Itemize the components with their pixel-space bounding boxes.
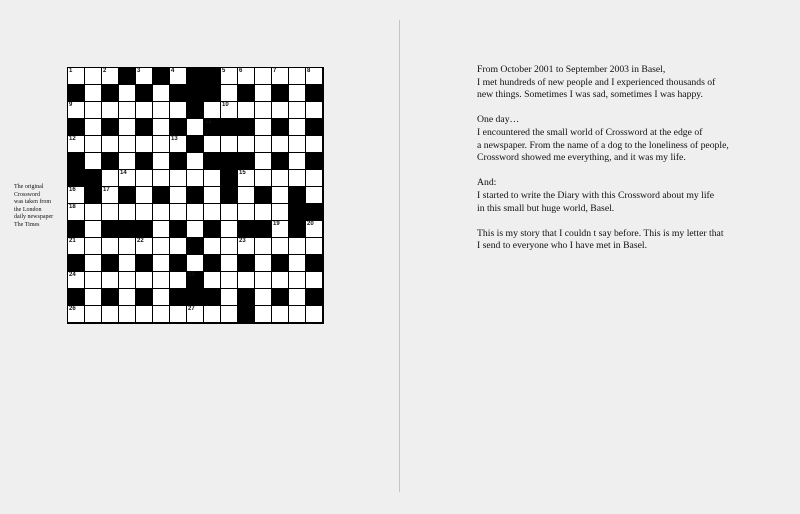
crossword-cell	[68, 204, 84, 220]
crossword-block	[187, 272, 203, 288]
crossword-block	[187, 85, 203, 101]
crossword-block	[68, 153, 84, 169]
crossword-block	[255, 187, 271, 203]
crossword-cell	[153, 136, 169, 152]
crossword-cell	[204, 272, 220, 288]
crossword-cell	[187, 221, 203, 237]
story-line: I encountered the small world of Crossword at the edge of	[477, 126, 703, 138]
crossword-cell	[204, 136, 220, 152]
crossword-cell	[221, 221, 237, 237]
crossword-cell	[221, 238, 237, 254]
crossword-cell	[238, 102, 254, 118]
story-text	[477, 64, 777, 266]
crossword-cell	[119, 204, 135, 220]
crossword-cell	[68, 306, 84, 322]
crossword-block	[204, 289, 220, 305]
crossword-cell	[68, 187, 84, 203]
crossword-cell	[187, 306, 203, 322]
crossword-cell	[238, 272, 254, 288]
crossword-cell	[153, 289, 169, 305]
clue-number: 15	[239, 170, 246, 176]
crossword-source-caption	[14, 184, 66, 230]
crossword-block	[289, 187, 305, 203]
crossword-block	[187, 68, 203, 84]
story-line: a newspaper. From the name of a dog to the loneliness of people,	[477, 139, 729, 151]
story-line: From October 2001 to September 2003 in Basel,	[477, 64, 666, 75]
crossword-block	[221, 119, 237, 135]
crossword-cell	[238, 68, 254, 84]
crossword-cell	[85, 289, 101, 305]
crossword-block	[136, 255, 152, 271]
crossword-cell	[102, 204, 118, 220]
crossword-cell	[119, 255, 135, 271]
crossword-cell	[102, 68, 118, 84]
crossword-cell	[68, 68, 84, 84]
crossword-block	[204, 255, 220, 271]
crossword-block	[187, 289, 203, 305]
crossword-block	[306, 153, 322, 169]
caption-line: The original	[14, 184, 44, 190]
caption-line: The Times	[14, 221, 40, 228]
crossword-cell	[204, 187, 220, 203]
clue-number: 8	[307, 68, 311, 74]
crossword-cell	[221, 102, 237, 118]
crossword-block	[306, 204, 322, 220]
crossword-cell	[255, 238, 271, 254]
crossword-cell	[255, 272, 271, 288]
crossword-block	[170, 255, 186, 271]
story-paragraph	[477, 228, 777, 253]
crossword-cell	[170, 136, 186, 152]
crossword-cell	[85, 272, 101, 288]
crossword-cell	[102, 187, 118, 203]
crossword-cell	[272, 306, 288, 322]
crossword-block	[272, 153, 288, 169]
crossword-block	[85, 187, 101, 203]
crossword-block	[119, 221, 135, 237]
crossword-block	[102, 119, 118, 135]
story-line: I send to everyone who I have met in Basel.	[477, 240, 648, 252]
crossword-block	[187, 102, 203, 118]
crossword-cell	[85, 238, 101, 254]
crossword-block	[238, 306, 254, 322]
page-gutter	[399, 20, 400, 492]
crossword-cell	[306, 306, 322, 322]
crossword-cell	[153, 204, 169, 220]
crossword-cell	[102, 102, 118, 118]
crossword-cell	[119, 238, 135, 254]
crossword-block	[136, 221, 152, 237]
crossword-block	[272, 119, 288, 135]
crossword-cell	[102, 272, 118, 288]
crossword-cell	[272, 68, 288, 84]
crossword-cell	[85, 119, 101, 135]
crossword-cell	[85, 85, 101, 101]
crossword-cell	[272, 238, 288, 254]
story-line: I met hundreds of new people and I experienced thousands of	[477, 76, 716, 88]
crossword-cell	[255, 204, 271, 220]
story-line: One day…	[477, 114, 520, 126]
story-line: And:	[477, 177, 497, 189]
crossword-cell	[238, 238, 254, 254]
crossword-cell	[306, 272, 322, 288]
crossword-cell	[119, 119, 135, 135]
crossword-cell	[170, 68, 186, 84]
crossword-cell	[255, 136, 271, 152]
clue-number: 24	[69, 272, 76, 278]
crossword-cell	[255, 85, 271, 101]
crossword-cell	[68, 102, 84, 118]
crossword-cell	[289, 102, 305, 118]
crossword-cell	[306, 102, 322, 118]
crossword-cell	[306, 68, 322, 84]
crossword-cell	[289, 238, 305, 254]
story-paragraph	[477, 64, 777, 102]
clue-number: 3	[137, 68, 141, 74]
crossword-block	[221, 187, 237, 203]
clue-number: 20	[307, 221, 314, 227]
crossword-block	[68, 221, 84, 237]
clue-number: 22	[137, 238, 144, 244]
story-line: in this small but huge world, Basel.	[477, 202, 615, 214]
crossword-cell	[170, 170, 186, 186]
crossword-cell	[289, 85, 305, 101]
crossword-cell	[272, 136, 288, 152]
crossword-cell	[119, 102, 135, 118]
clue-number: 16	[69, 187, 76, 193]
crossword-cell	[306, 136, 322, 152]
caption-line: Crossword	[14, 191, 41, 198]
crossword-cell	[136, 68, 152, 84]
crossword-block	[204, 85, 220, 101]
crossword-cell	[221, 289, 237, 305]
crossword-cell	[153, 255, 169, 271]
crossword-cell	[153, 238, 169, 254]
crossword-block	[238, 119, 254, 135]
crossword-cell	[255, 102, 271, 118]
crossword-cell	[272, 102, 288, 118]
crossword-cell	[289, 306, 305, 322]
crossword-cell	[170, 238, 186, 254]
crossword-cell	[289, 68, 305, 84]
crossword-block	[187, 238, 203, 254]
crossword-cell	[68, 238, 84, 254]
crossword-cell	[119, 85, 135, 101]
crossword-cell	[136, 204, 152, 220]
crossword-block	[170, 119, 186, 135]
crossword-cell	[85, 204, 101, 220]
crossword-block	[187, 187, 203, 203]
clue-number: 5	[222, 68, 226, 74]
crossword-cell	[306, 187, 322, 203]
crossword-cell	[204, 238, 220, 254]
crossword-cell	[289, 255, 305, 271]
crossword-cell	[102, 136, 118, 152]
crossword-cell	[153, 170, 169, 186]
crossword-cell	[255, 306, 271, 322]
clue-number: 7	[273, 68, 277, 74]
crossword-block	[102, 255, 118, 271]
crossword-cell	[255, 170, 271, 186]
crossword-cell	[119, 153, 135, 169]
crossword-block	[204, 153, 220, 169]
crossword-cell	[85, 306, 101, 322]
crossword-cell	[170, 306, 186, 322]
crossword-cell	[187, 204, 203, 220]
crossword-cell	[255, 153, 271, 169]
crossword-block	[204, 68, 220, 84]
crossword-cell	[272, 272, 288, 288]
crossword-cell	[289, 289, 305, 305]
crossword-cell	[153, 272, 169, 288]
clue-number: 11	[205, 119, 212, 125]
story-line: I started to write the Diary with this Crossword about my life	[477, 189, 715, 201]
crossword-cell	[272, 187, 288, 203]
crossword-cell	[289, 153, 305, 169]
crossword-cell	[255, 68, 271, 84]
crossword-cell	[221, 68, 237, 84]
crossword-block	[170, 221, 186, 237]
crossword-block	[272, 289, 288, 305]
story-line: Crossword showed me everything, and it was my life.	[477, 152, 686, 164]
crossword-cell	[289, 272, 305, 288]
crossword-cell	[102, 170, 118, 186]
crossword-cell	[102, 238, 118, 254]
crossword-cell	[136, 238, 152, 254]
crossword-block	[68, 289, 84, 305]
crossword-cell	[289, 119, 305, 135]
crossword-cell	[136, 170, 152, 186]
crossword-block	[170, 153, 186, 169]
crossword-cell	[238, 204, 254, 220]
crossword-block	[102, 153, 118, 169]
crossword-cell	[204, 204, 220, 220]
crossword-block	[102, 289, 118, 305]
crossword-block	[272, 85, 288, 101]
clue-number: 4	[171, 68, 175, 74]
crossword-cell	[153, 306, 169, 322]
crossword-cell	[306, 170, 322, 186]
crossword-cell	[204, 306, 220, 322]
clue-number: 2	[103, 68, 107, 74]
crossword-block	[238, 153, 254, 169]
caption-line: the London	[14, 206, 42, 213]
crossword-cell	[170, 204, 186, 220]
crossword-cell	[119, 170, 135, 186]
crossword-cell	[306, 238, 322, 254]
story-paragraph	[477, 177, 777, 215]
crossword-block	[221, 153, 237, 169]
story-line: new things. Sometimes I was sad, sometimes I was happy.	[477, 89, 703, 101]
crossword-cell	[136, 272, 152, 288]
crossword-cell	[119, 272, 135, 288]
crossword-block	[306, 119, 322, 135]
crossword-block	[119, 187, 135, 203]
crossword-cell	[289, 170, 305, 186]
crossword-cell	[153, 85, 169, 101]
clue-number: 26	[69, 306, 76, 312]
crossword-cell	[102, 306, 118, 322]
crossword-block	[306, 255, 322, 271]
clue-number: 12	[69, 136, 76, 142]
crossword-cell	[187, 255, 203, 271]
crossword-cell	[221, 204, 237, 220]
clue-number: 18	[69, 204, 76, 210]
crossword-block	[85, 170, 101, 186]
crossword-cell	[272, 170, 288, 186]
crossword-cell	[68, 272, 84, 288]
clue-number: 17	[103, 187, 110, 193]
caption-line: was taken from	[14, 199, 51, 206]
crossword-cell	[153, 221, 169, 237]
crossword-cell	[238, 187, 254, 203]
crossword-cell	[68, 136, 84, 152]
story-paragraph	[477, 114, 777, 164]
story-line: This is my story that I couldn t say before. This is my letter that	[477, 227, 724, 239]
clue-number: 6	[239, 68, 243, 74]
crossword-cell	[221, 136, 237, 152]
crossword-block	[136, 119, 152, 135]
crossword-cell	[85, 136, 101, 152]
crossword-block	[170, 289, 186, 305]
crossword-cell	[119, 306, 135, 322]
crossword-cell	[136, 306, 152, 322]
crossword-block	[272, 255, 288, 271]
clue-number: 10	[222, 102, 229, 108]
crossword-cell	[204, 170, 220, 186]
crossword-block	[289, 221, 305, 237]
crossword-block	[255, 221, 271, 237]
crossword-cell	[221, 85, 237, 101]
crossword-grid	[67, 67, 324, 324]
crossword-block	[153, 187, 169, 203]
crossword-block	[238, 221, 254, 237]
crossword-cell	[187, 170, 203, 186]
crossword-block	[136, 85, 152, 101]
crossword-block	[306, 289, 322, 305]
clue-number: 14	[120, 170, 127, 176]
crossword-cell	[255, 289, 271, 305]
crossword-block	[136, 153, 152, 169]
crossword-block	[238, 255, 254, 271]
crossword-cell	[136, 102, 152, 118]
clue-number: 19	[273, 221, 280, 227]
crossword-block	[238, 289, 254, 305]
crossword-block	[306, 85, 322, 101]
crossword-cell	[221, 272, 237, 288]
crossword-cell	[306, 221, 322, 237]
crossword-block	[102, 221, 118, 237]
crossword-block	[204, 221, 220, 237]
crossword-cell	[187, 153, 203, 169]
crossword-cell	[187, 119, 203, 135]
crossword-cell	[170, 102, 186, 118]
crossword-cell	[255, 255, 271, 271]
crossword-block	[68, 170, 84, 186]
crossword-cell	[85, 68, 101, 84]
crossword-cell	[272, 204, 288, 220]
crossword-block	[68, 255, 84, 271]
crossword-cell	[272, 221, 288, 237]
crossword-block	[68, 119, 84, 135]
crossword-block	[238, 85, 254, 101]
caption-line: daily newspaper	[14, 214, 54, 221]
crossword-cell	[153, 153, 169, 169]
crossword-cell	[170, 272, 186, 288]
clue-number: 23	[239, 238, 246, 244]
crossword-cell	[221, 255, 237, 271]
crossword-cell	[85, 153, 101, 169]
crossword-cell	[136, 187, 152, 203]
crossword-block	[68, 85, 84, 101]
clue-number: 9	[69, 102, 73, 108]
crossword-cell	[153, 119, 169, 135]
crossword-block	[153, 68, 169, 84]
clue-number: 1	[69, 68, 73, 74]
crossword-cell	[255, 119, 271, 135]
clue-number: 27	[188, 306, 195, 312]
crossword-block	[170, 85, 186, 101]
crossword-cell	[289, 136, 305, 152]
crossword-cell	[85, 102, 101, 118]
crossword-block	[187, 136, 203, 152]
crossword-cell	[85, 255, 101, 271]
crossword-cell	[119, 289, 135, 305]
crossword-block	[136, 289, 152, 305]
crossword-cell	[153, 102, 169, 118]
crossword-cell	[136, 136, 152, 152]
crossword-cell	[238, 170, 254, 186]
crossword-cell	[204, 102, 220, 118]
crossword-block	[221, 170, 237, 186]
crossword-block	[204, 119, 220, 135]
crossword-cell	[85, 221, 101, 237]
clue-number: 25	[188, 272, 195, 278]
crossword-block	[289, 204, 305, 220]
clue-number: 21	[69, 238, 76, 244]
crossword-block	[119, 68, 135, 84]
crossword-cell	[119, 136, 135, 152]
crossword-block	[102, 85, 118, 101]
clue-number: 13	[171, 136, 178, 142]
crossword-cell	[221, 306, 237, 322]
crossword-cell	[170, 187, 186, 203]
crossword-cell	[238, 136, 254, 152]
